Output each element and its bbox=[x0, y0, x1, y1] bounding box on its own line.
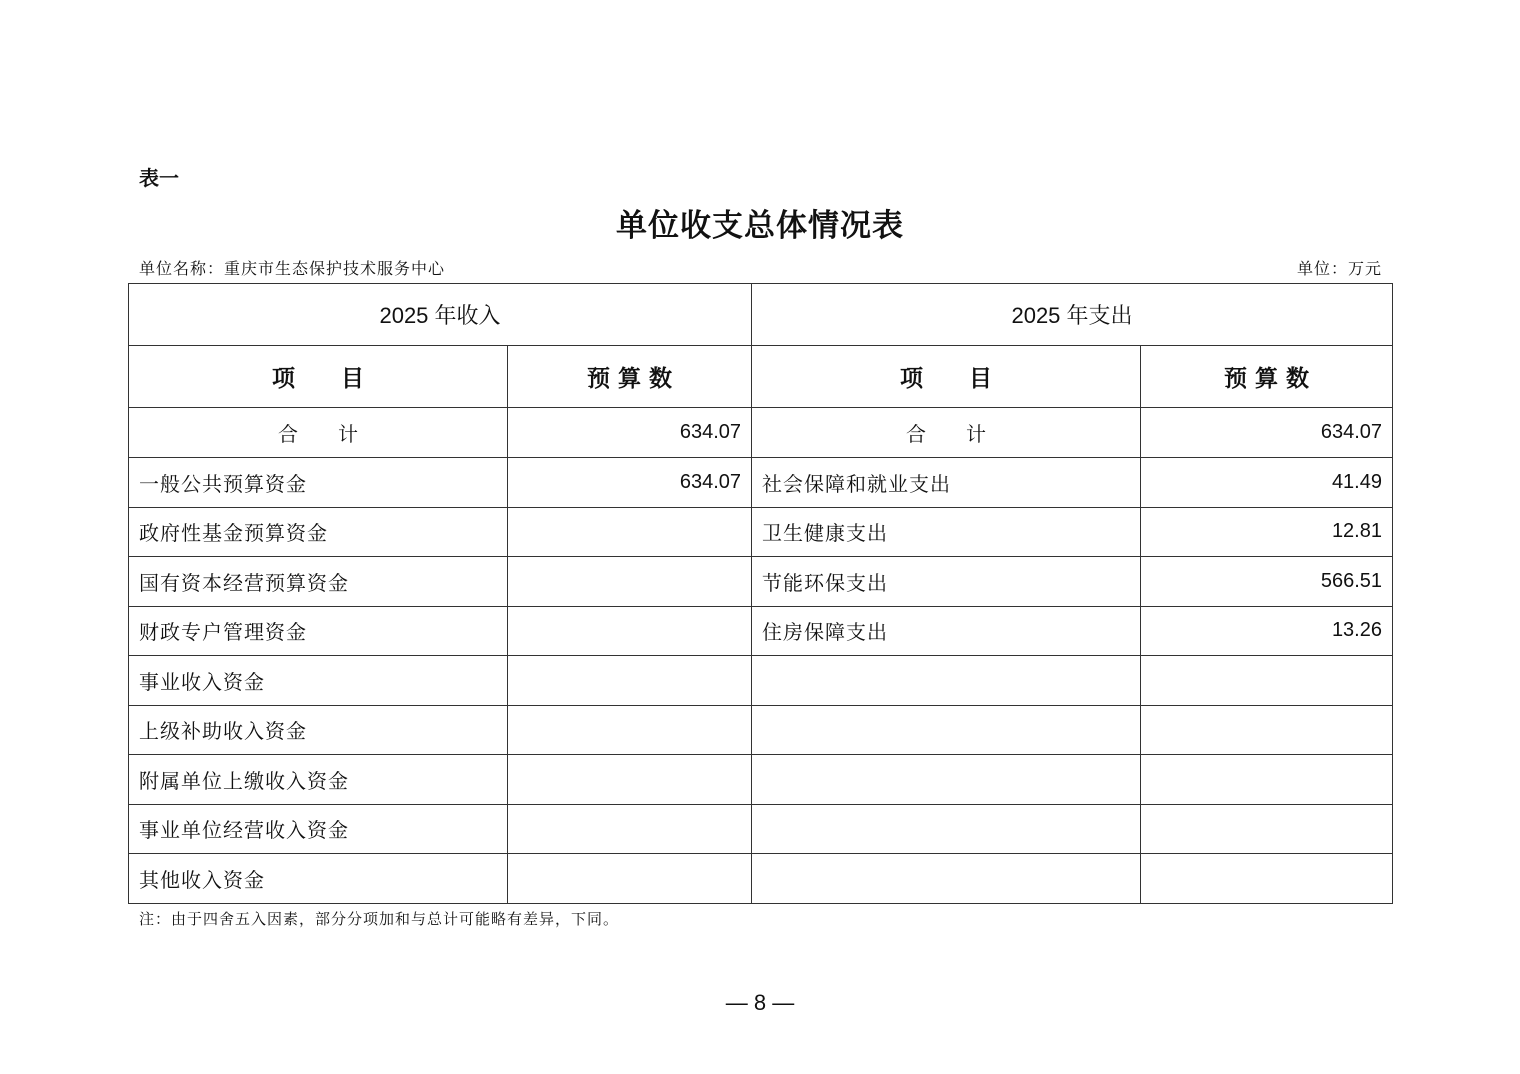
income-value bbox=[508, 854, 752, 904]
table-row bbox=[129, 557, 1393, 607]
income-total-value: 634.07 bbox=[508, 408, 752, 458]
expense-value bbox=[1141, 854, 1393, 904]
income-section-header: 2025 年收入 bbox=[129, 284, 752, 346]
page-number: — 8 — bbox=[725, 990, 795, 1015]
column-header-row bbox=[129, 346, 1393, 408]
expense-total-value: 634.07 bbox=[1141, 408, 1393, 458]
expense-value bbox=[1141, 705, 1393, 755]
expense-item: 社会保障和就业支出 bbox=[752, 458, 1141, 508]
income-value bbox=[508, 606, 752, 656]
budget-table bbox=[128, 283, 1393, 904]
expense-item: 住房保障支出 bbox=[752, 606, 1141, 656]
unit-name: 单位名称：重庆市生态保护技术服务中心 bbox=[139, 259, 446, 278]
unit-label: 单位：万元 bbox=[1296, 259, 1382, 278]
total-row bbox=[129, 408, 1393, 458]
income-value bbox=[508, 507, 752, 557]
income-item: 财政专户管理资金 bbox=[129, 606, 508, 656]
income-item: 其他收入资金 bbox=[129, 854, 508, 904]
table-row bbox=[129, 606, 1393, 656]
expense-section-header: 2025 年支出 bbox=[752, 284, 1393, 346]
income-item-header: 项 目 bbox=[129, 346, 508, 408]
income-value bbox=[508, 557, 752, 607]
expense-item: 卫生健康支出 bbox=[752, 507, 1141, 557]
table-row bbox=[129, 804, 1393, 854]
income-value: 634.07 bbox=[508, 458, 752, 508]
expense-item bbox=[752, 804, 1141, 854]
income-item: 事业单位经营收入资金 bbox=[129, 804, 508, 854]
income-item: 事业收入资金 bbox=[129, 656, 508, 706]
expense-value: 13.26 bbox=[1141, 606, 1393, 656]
expense-item bbox=[752, 656, 1141, 706]
expense-item bbox=[752, 755, 1141, 805]
income-budget-header: 预 算 数 bbox=[508, 346, 752, 408]
expense-item bbox=[752, 705, 1141, 755]
expense-total-label: 合 计 bbox=[752, 408, 1141, 458]
expense-item: 节能环保支出 bbox=[752, 557, 1141, 607]
income-total-label: 合 计 bbox=[129, 408, 508, 458]
expense-budget-header: 预 算 数 bbox=[1141, 346, 1393, 408]
table-row bbox=[129, 755, 1393, 805]
income-item: 一般公共预算资金 bbox=[129, 458, 508, 508]
income-item: 上级补助收入资金 bbox=[129, 705, 508, 755]
income-value bbox=[508, 656, 752, 706]
expense-value: 12.81 bbox=[1141, 507, 1393, 557]
table-row bbox=[129, 656, 1393, 706]
expense-item-header: 项 目 bbox=[752, 346, 1141, 408]
table-label: 表一 bbox=[139, 166, 179, 190]
expense-value: 41.49 bbox=[1141, 458, 1393, 508]
income-value bbox=[508, 804, 752, 854]
expense-item bbox=[752, 854, 1141, 904]
table-row bbox=[129, 507, 1393, 557]
expense-value bbox=[1141, 656, 1393, 706]
table-row bbox=[129, 854, 1393, 904]
section-header-row bbox=[129, 284, 1393, 346]
income-value bbox=[508, 705, 752, 755]
income-item: 附属单位上缴收入资金 bbox=[129, 755, 508, 805]
footnote: 注：由于四舍五入因素，部分分项加和与总计可能略有差异，下同。 bbox=[139, 910, 620, 928]
income-value bbox=[508, 755, 752, 805]
page-title: 单位收支总体情况表 bbox=[616, 208, 904, 244]
income-item: 政府性基金预算资金 bbox=[129, 507, 508, 557]
expense-value: 566.51 bbox=[1141, 557, 1393, 607]
table-row bbox=[129, 705, 1393, 755]
income-item: 国有资本经营预算资金 bbox=[129, 557, 508, 607]
expense-value bbox=[1141, 804, 1393, 854]
table-row bbox=[129, 458, 1393, 508]
expense-value bbox=[1141, 755, 1393, 805]
